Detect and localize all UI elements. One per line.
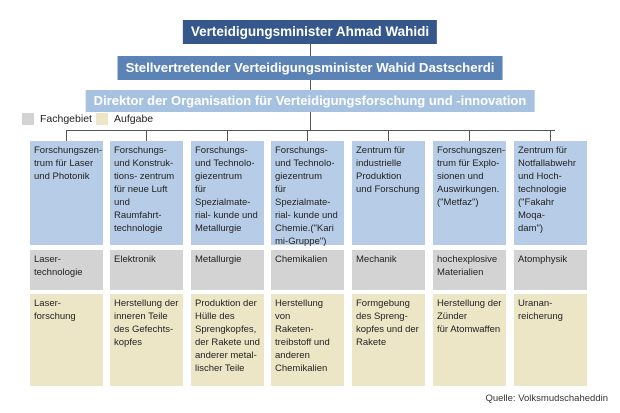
director-box: Direktor der Organisation für Verteidigungsforschung und -innovation: [86, 90, 535, 112]
deputy-box: Stellvertretender Verteidigungsminister Wahid Dastscherdi: [118, 56, 503, 80]
field-box: Atomphysik: [514, 250, 587, 290]
task-box: Laser- forschung: [30, 294, 103, 386]
minister-box: Verteidigungsminister Ahmad Wahidi: [183, 20, 437, 44]
legend-field: [22, 113, 92, 125]
legend-task-swatch: [96, 113, 108, 125]
field-box: Chemikalien: [271, 250, 344, 290]
center-box: Forschungszen- trum für Explo- sionen und Auswirkungen. ("Metfaz"): [433, 141, 506, 245]
center-box: Forschungs- und Technolo- giezentrum für Spezialmate- rial- kunde und Chemie.("Kari mi-Gruppe"): [271, 141, 344, 245]
connector-director-bus: [310, 112, 311, 130]
task-box: Herstellung der inneren Teile des Gefechts- kopfes: [110, 294, 183, 386]
task-box: Produktion der Hülle des Sprengkopfes, der Rakete und anderer metal- lischer Teile: [191, 294, 264, 386]
legend-field-swatch: [22, 113, 34, 125]
legend-task-label: Aufgabe: [114, 113, 154, 125]
connector-drop: [469, 130, 470, 141]
field-box: Elektronik: [110, 250, 183, 290]
connector-drop: [146, 130, 147, 141]
connector-drop: [550, 130, 551, 141]
field-box: hochexplosive Materialien: [433, 250, 506, 290]
center-box: Forschungs- und Konstruk- tions- zentrum für neue Luft und Raumfahrt- technologie: [110, 141, 183, 245]
field-box: Metallurgie: [191, 250, 264, 290]
connector-minister-deputy: [310, 44, 311, 56]
center-box: Zentrum für Notfallabwehr und Hoch- technologie ("Fakahr Moqa- dam"): [514, 141, 587, 245]
connector-drop: [227, 130, 228, 141]
field-box: Mechanik: [352, 250, 425, 290]
field-box: Laser- technologie: [30, 250, 103, 290]
connector-bus: [66, 130, 555, 131]
source-note: Quelle: Volksmudschaheddin: [485, 393, 608, 404]
task-box: Formgebung des Spreng- kopfes und der Rakete: [352, 294, 425, 386]
center-box: Zentrum für industrielle Produktion und Forschung: [352, 141, 425, 245]
connector-drop: [307, 130, 308, 141]
center-box: Forschungs- und Technolo- giezentrum für Spezialmate- rial- kunde und Metallurgie: [191, 141, 264, 245]
connector-drop: [388, 130, 389, 141]
task-box: Herstellung der Zünder für Atomwaffen: [433, 294, 506, 386]
task-box: Herstellung von Raketen- treibstoff und anderen Chemikalien: [271, 294, 344, 386]
legend-field-label: Fachgebiet: [40, 113, 92, 125]
connector-deputy-director: [310, 80, 311, 90]
connector-drop: [66, 130, 67, 141]
task-box: Uranan- reicherung: [514, 294, 587, 386]
legend-task: [96, 113, 153, 125]
center-box: Forschungszen- trum für Laser und Photonik: [30, 141, 103, 245]
